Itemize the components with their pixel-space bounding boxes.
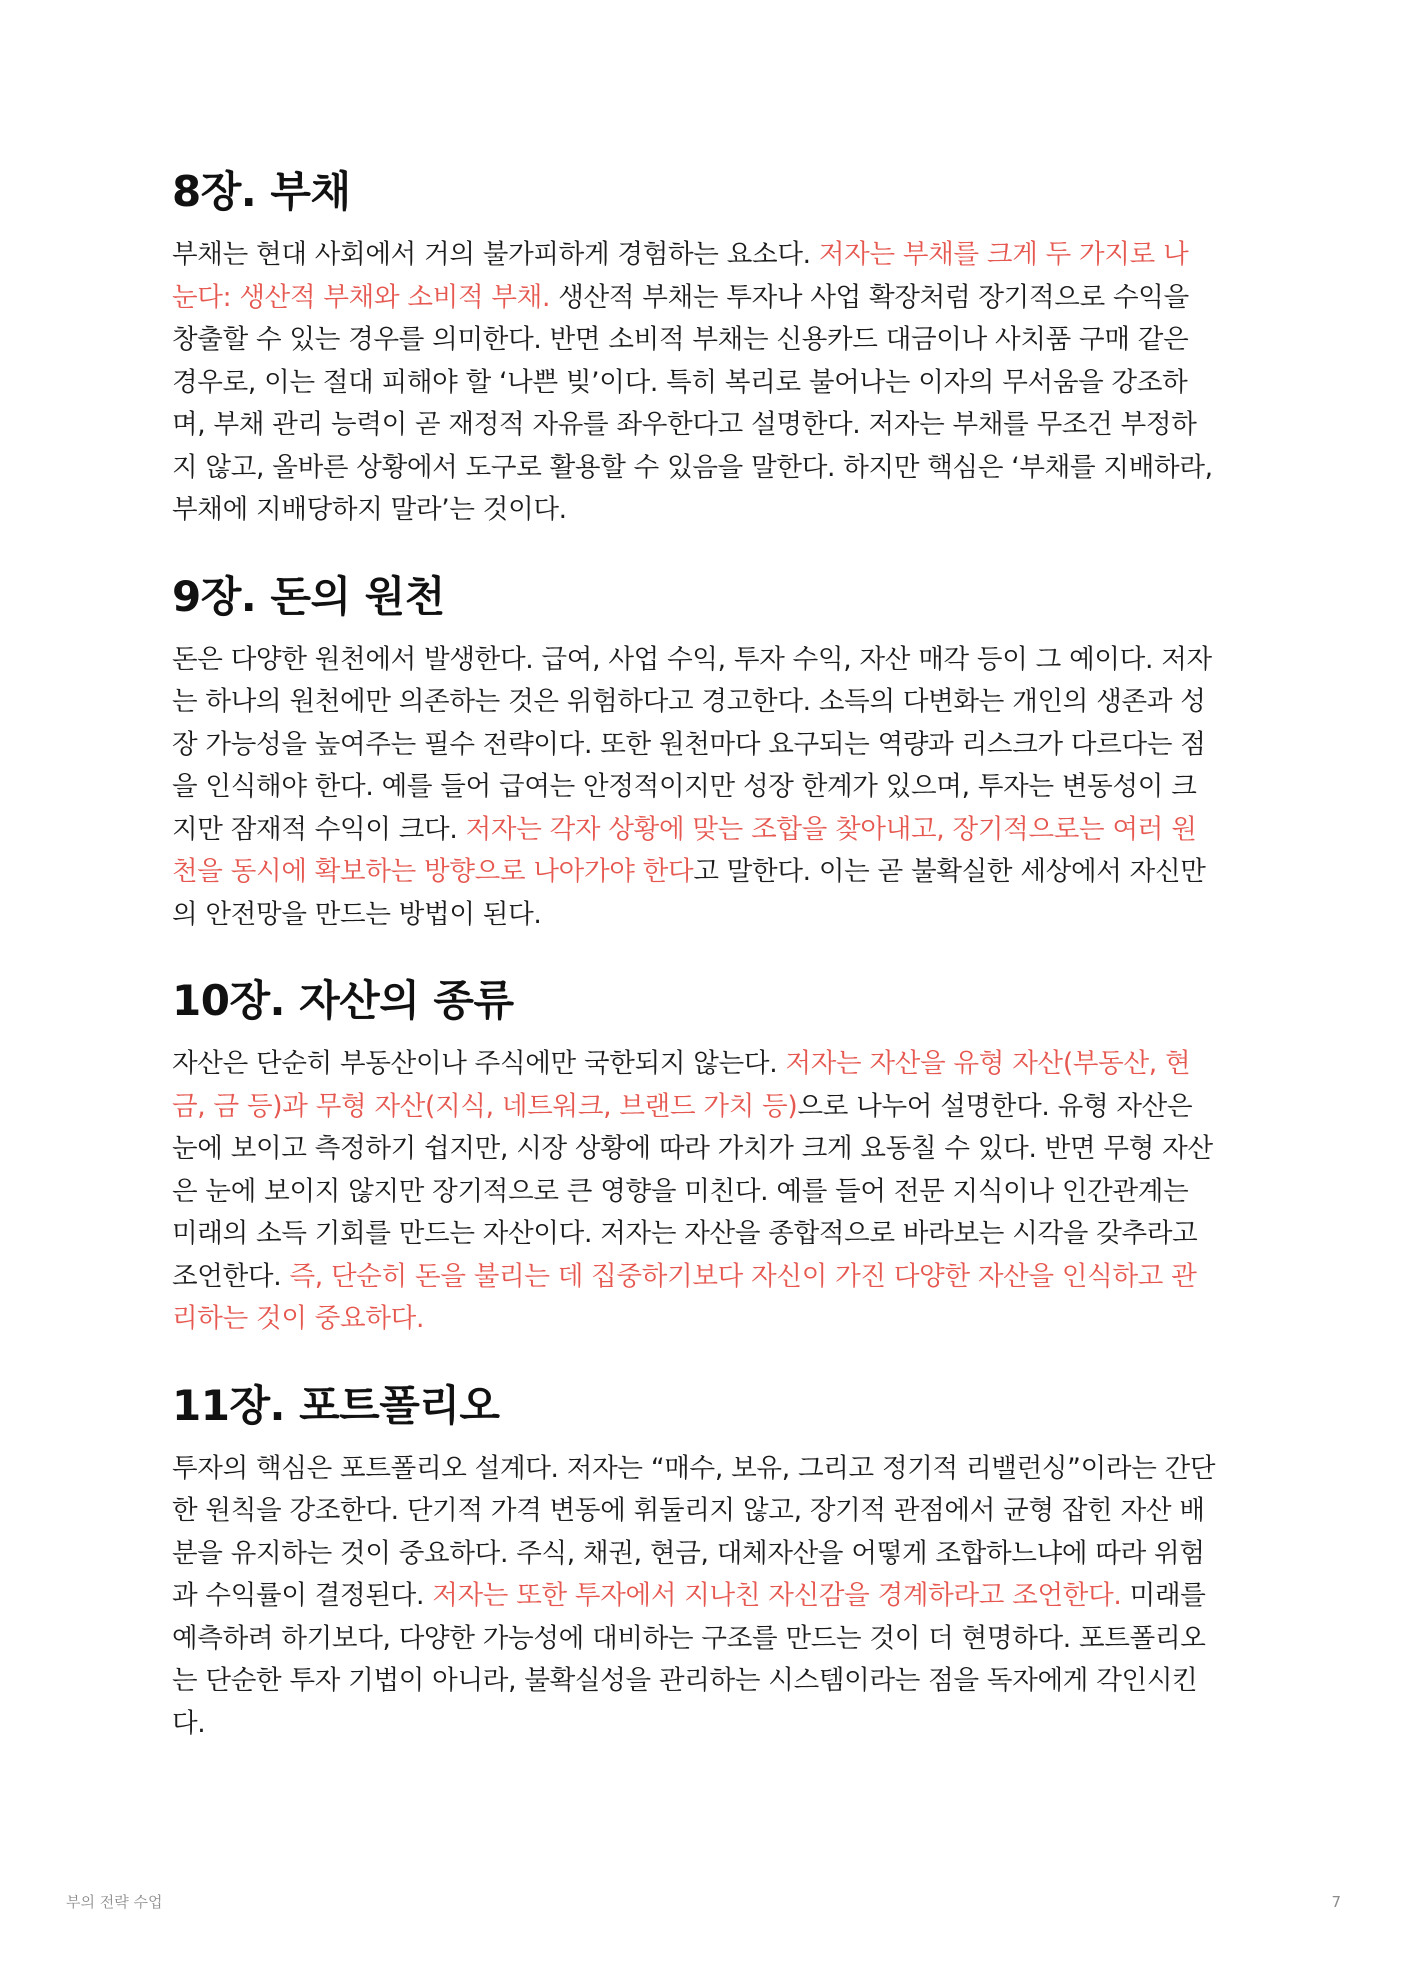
text-line bbox=[172, 1256, 1282, 1299]
chapter-title: 10장. 자산의 종류 bbox=[172, 976, 514, 1025]
chapter-title: 8장. 부채 bbox=[172, 167, 351, 216]
text-line bbox=[172, 234, 1282, 277]
body-text: 자산은 단순히 부동산이나 주식에만 국한되지 않는다. bbox=[172, 1048, 786, 1079]
text-line bbox=[172, 1660, 1282, 1703]
chapter-10-asset-types bbox=[172, 975, 1282, 1341]
text-line bbox=[172, 319, 1282, 362]
highlighted-text: 저자는 부채를 크게 두 가지로 나 bbox=[818, 239, 1189, 270]
text-line bbox=[172, 809, 1282, 852]
chapter-8-debt bbox=[172, 166, 1282, 532]
body-text: 장 가능성을 높여주는 필수 전략이다. 또한 원천마다 요구되는 역량과 리스크가 다르다는 점 bbox=[172, 728, 1206, 760]
body-text: 고 말한다. 이는 곧 불확실한 세상에서 자신만 bbox=[693, 856, 1206, 887]
body-text: 지 않고, 올바른 상황에서 도구로 활용할 수 있음을 말한다. 하지만 핵심은 ‘부채를 지배하라, bbox=[172, 451, 1213, 483]
chapter-title: 9장. 돈의 원천 bbox=[172, 571, 445, 621]
text-line bbox=[172, 1533, 1282, 1576]
body-text: 을 인식해야 한다. 예를 들어 급여는 안정적이지만 성장 한계가 있으며, 투자는 변동성이 크 bbox=[172, 771, 1197, 802]
text-line bbox=[172, 1086, 1282, 1129]
highlighted-text: 즉, 단순히 돈을 불리는 데 집중하기보다 자신이 가진 다양한 자산을 인식하고 관 bbox=[289, 1260, 1197, 1292]
body-text: 며, 부채 관리 능력이 곧 재정적 자유를 좌우한다고 설명한다. 저자는 부채를 무조건 부정하 bbox=[172, 409, 1197, 440]
highlighted-text: 저자는 또한 투자에서 지나친 자신감을 경계하라고 조언한다. bbox=[432, 1580, 1122, 1611]
text-line bbox=[172, 277, 1282, 320]
text-line bbox=[172, 1298, 1282, 1341]
text-line bbox=[172, 1490, 1282, 1533]
text-line bbox=[172, 362, 1282, 405]
highlighted-text: 저자는 각자 상황에 맞는 조합을 찾아내고, 장기적으로는 여러 원 bbox=[465, 813, 1197, 845]
body-text: 경우로, 이는 절대 피해야 할 ‘나쁜 빚’이다. 특히 복리로 불어나는 이자의 무서움을 강조하 bbox=[172, 366, 1188, 398]
text-line bbox=[172, 1703, 1282, 1746]
text-line bbox=[172, 404, 1282, 447]
text-line bbox=[172, 1575, 1282, 1618]
text-line bbox=[172, 724, 1282, 767]
text-line bbox=[172, 489, 1282, 532]
body-text: 미래의 소득 기회를 만드는 자산이다. 저자는 자산을 종합적으로 바라보는 시각을 갖추라고 bbox=[172, 1218, 1198, 1249]
body-text: 으로 나누어 설명한다. 유형 자산은 bbox=[797, 1090, 1193, 1122]
body-text: 생산적 부채는 투자나 사업 확장처럼 장기적으로 수익을 bbox=[550, 281, 1189, 313]
body-text: 은 눈에 보이지 않지만 장기적으로 큰 영향을 미친다. 예를 들어 전문 지식이나 인간관계는 bbox=[172, 1175, 1189, 1207]
chapter-body bbox=[172, 234, 1282, 532]
body-text: 돈은 다양한 원천에서 발생한다. 급여, 사업 수익, 투자 수익, 자산 매각 등이 그 예이다. 저자 bbox=[172, 643, 1212, 675]
text-line bbox=[172, 894, 1282, 937]
page-number: 7 bbox=[1331, 1893, 1341, 1911]
footer-book-title: 부의 전략 수업 bbox=[66, 1893, 163, 1911]
body-text: 눈에 보이고 측정하기 쉽지만, 시장 상황에 따라 가치가 크게 요동칠 수 있다. 반면 무형 자산 bbox=[172, 1133, 1213, 1164]
page-content bbox=[172, 166, 1282, 1784]
text-line bbox=[172, 639, 1282, 682]
text-line bbox=[172, 1213, 1282, 1256]
chapter-body bbox=[172, 1448, 1282, 1746]
body-text: 분을 유지하는 것이 중요하다. 주식, 채권, 현금, 대체자산을 어떻게 조합하느냐에 따라 위험 bbox=[172, 1537, 1205, 1569]
chapter-11-portfolio bbox=[172, 1380, 1282, 1746]
body-text: 과 수익률이 결정된다. bbox=[172, 1580, 433, 1611]
body-text: 부채는 현대 사회에서 거의 불가피하게 경험하는 요소다. bbox=[172, 239, 819, 270]
highlighted-text: 천을 동시에 확보하는 방향으로 나아가야 한다 bbox=[172, 856, 694, 887]
text-line bbox=[172, 851, 1282, 894]
text-line bbox=[172, 766, 1282, 809]
text-line bbox=[172, 1043, 1282, 1086]
highlighted-text: 저자는 자산을 유형 자산(부동산, 현 bbox=[785, 1048, 1191, 1079]
body-text: 는 하나의 원천에만 의존하는 것은 위험하다고 경고한다. 소득의 다변화는 개인의 생존과 성 bbox=[172, 686, 1206, 717]
chapter-body bbox=[172, 639, 1282, 937]
body-text: 투자의 핵심은 포트폴리오 설계다. 저자는 “매수, 보유, 그리고 정기적 리밸런싱”이라는 간단 bbox=[172, 1452, 1216, 1484]
body-text: 의 안전망을 만드는 방법이 된다. bbox=[172, 898, 542, 930]
text-line bbox=[172, 1128, 1282, 1171]
text-line bbox=[172, 1618, 1282, 1661]
body-text: 미래를 bbox=[1121, 1580, 1206, 1611]
body-text: 부채에 지배당하지 말라’는 것이다. bbox=[172, 494, 567, 525]
body-text: 예측하려 하기보다, 다양한 가능성에 대비하는 구조를 만드는 것이 더 현명하다. 포트폴리오 bbox=[172, 1622, 1206, 1654]
body-text: 지만 잠재적 수익이 크다. bbox=[172, 813, 466, 845]
chapter-9-sources-of-money bbox=[172, 571, 1282, 937]
body-text: 한 원칙을 강조한다. 단기적 가격 변동에 휘둘리지 않고, 장기적 관점에서 균형 잡힌 자산 배 bbox=[172, 1495, 1205, 1526]
chapter-body bbox=[172, 1043, 1282, 1341]
text-line bbox=[172, 681, 1282, 724]
body-text: 창출할 수 있는 경우를 의미한다. 반면 소비적 부채는 신용카드 대금이나 사치품 구매 같은 bbox=[172, 324, 1189, 355]
highlighted-text: 금, 금 등)과 무형 자산(지식, 네트워크, 브랜드 가치 등) bbox=[172, 1090, 798, 1122]
text-line bbox=[172, 1448, 1282, 1491]
highlighted-text: 리하는 것이 중요하다. bbox=[172, 1303, 425, 1334]
text-line bbox=[172, 447, 1282, 490]
chapter-title: 11장. 포트폴리오 bbox=[172, 1380, 500, 1430]
text-line bbox=[172, 1171, 1282, 1214]
body-text: 다. bbox=[172, 1707, 206, 1739]
body-text: 조언한다. bbox=[172, 1260, 290, 1292]
body-text: 는 단순한 투자 기법이 아니라, 불확실성을 관리하는 시스템이라는 점을 독자에게 각인시킨 bbox=[172, 1665, 1198, 1696]
highlighted-text: 눈다: 생산적 부채와 소비적 부채. bbox=[172, 281, 551, 313]
